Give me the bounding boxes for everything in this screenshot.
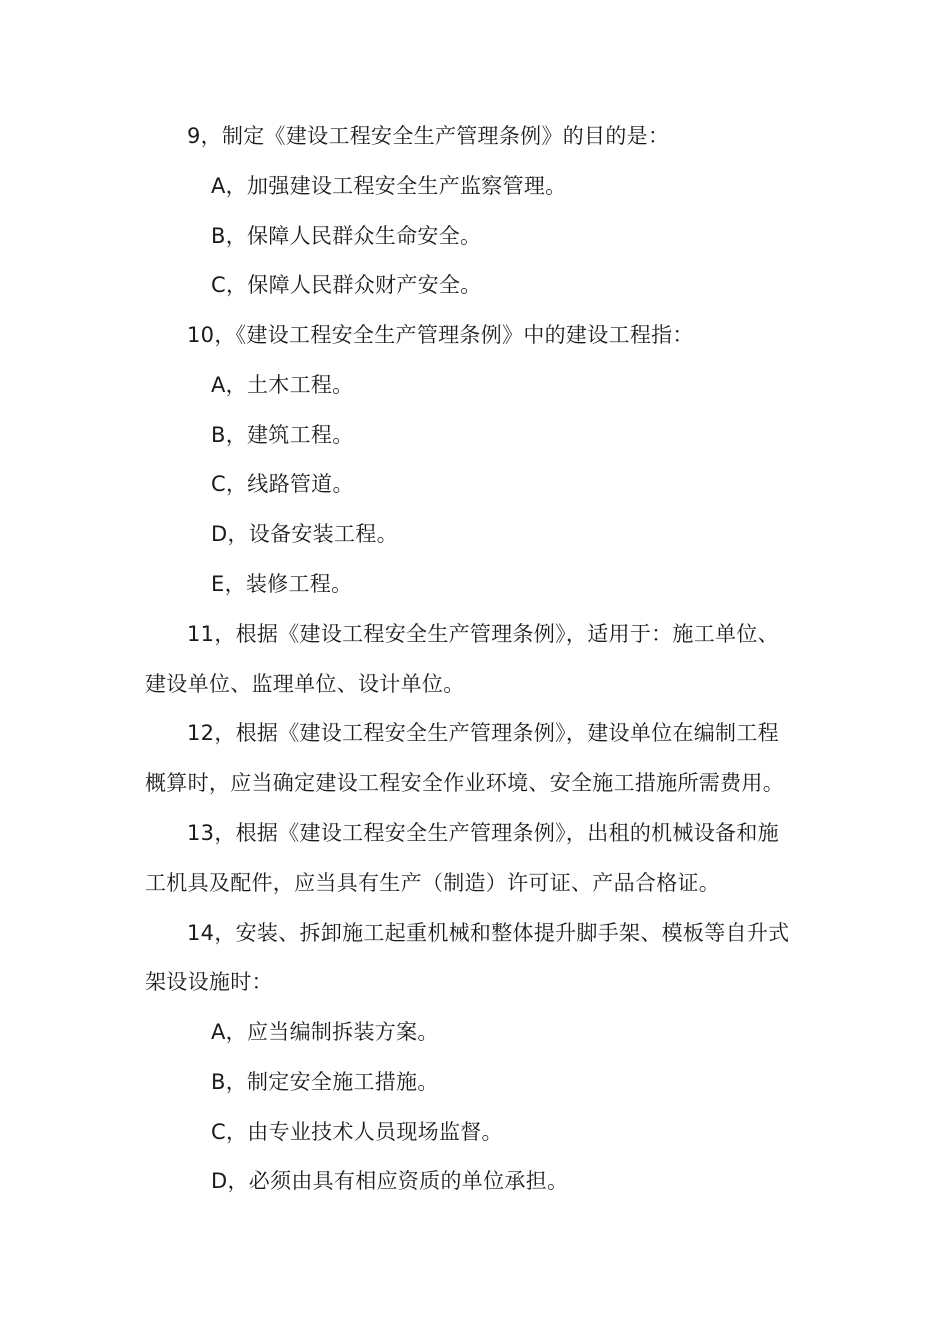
question-9-option-b: B，保障人民群众生命安全。	[211, 224, 482, 248]
question-13: 13，根据《建设工程安全生产管理条例》，出租的机械设备和施	[187, 821, 779, 845]
question-10-option-c: C，线路管道。	[211, 472, 354, 496]
question-12-continued: 概算时，应当确定建设工程安全作业环境、安全施工措施所需费用。	[145, 771, 784, 795]
question-14-option-a: A，应当编制拆装方案。	[211, 1020, 439, 1044]
question-9-option-a: A，加强建设工程安全生产监察管理。	[211, 174, 567, 198]
question-9-option-c: C，保障人民群众财产安全。	[211, 273, 482, 297]
question-13-continued: 工机具及配件，应当具有生产（制造）许可证、产品合格证。	[145, 871, 721, 895]
question-11-continued: 建设单位、监理单位、设计单位。	[145, 672, 465, 696]
question-14: 14，安装、拆卸施工起重机械和整体提升脚手架、模板等自升式	[187, 921, 790, 945]
question-14-option-c: C，由专业技术人员现场监督。	[211, 1120, 503, 1144]
question-10-option-a: A，土木工程。	[211, 373, 354, 397]
question-14-option-b: B，制定安全施工措施。	[211, 1070, 439, 1094]
question-14-option-d: D，必须由具有相应资质的单位承担。	[211, 1169, 569, 1193]
question-10: 10，《建设工程安全生产管理条例》中的建设工程指：	[187, 323, 694, 347]
question-10-option-e: E，装修工程。	[211, 572, 353, 596]
question-12: 12，根据《建设工程安全生产管理条例》，建设单位在编制工程	[187, 721, 779, 745]
question-14-continued: 架设设施时：	[145, 970, 273, 994]
question-11: 11，根据《建设工程安全生产管理条例》，适用于：施工单位、	[187, 622, 779, 646]
question-10-option-d: D，设备安装工程。	[211, 522, 398, 546]
question-9: 9，制定《建设工程安全生产管理条例》的目的是：	[187, 124, 670, 148]
question-10-option-b: B，建筑工程。	[211, 423, 354, 447]
